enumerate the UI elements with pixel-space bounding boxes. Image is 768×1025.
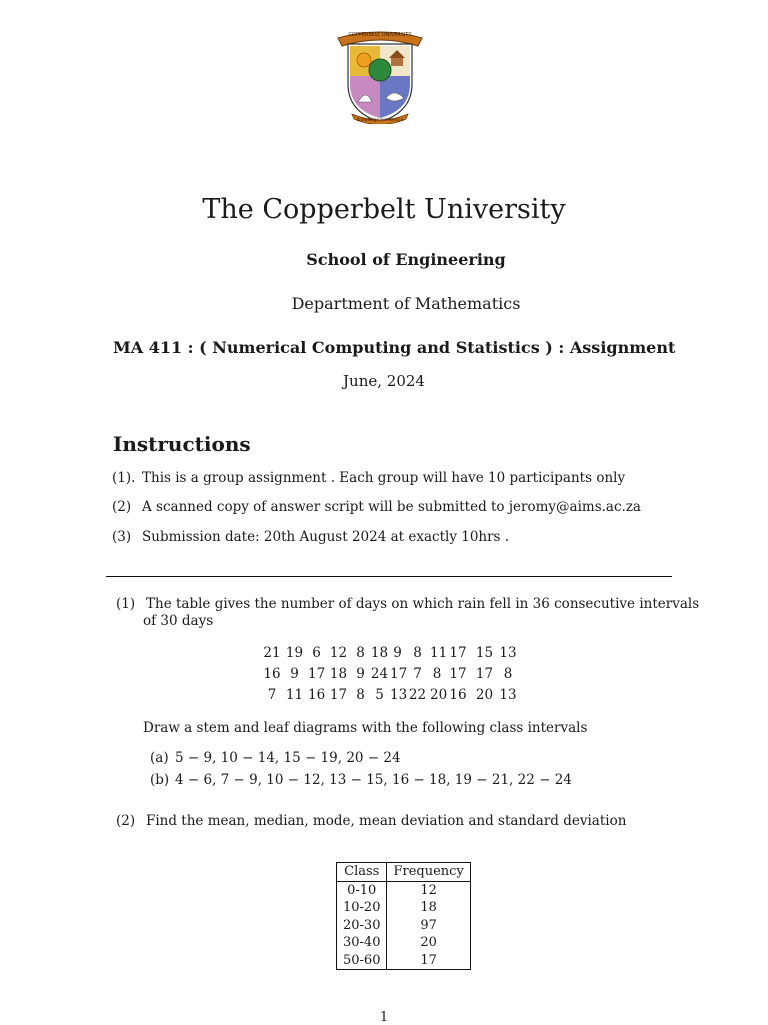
data-value: 16 [263, 666, 281, 682]
department-name: Department of Mathematics [291, 294, 521, 313]
data-value: 13 [390, 687, 408, 703]
question-1-instruction: Draw a stem and leaf diagrams with the following class intervals [143, 720, 588, 736]
data-value: 20 [430, 687, 448, 703]
data-value: 17 [329, 687, 348, 703]
question-1-line-2: of 30 days [143, 613, 214, 629]
data-value: 13 [499, 645, 517, 661]
data-row [263, 687, 519, 703]
table-cell: 12 [387, 881, 470, 899]
data-value: 19 [285, 645, 304, 661]
logo-motto: Knowledge and service [356, 117, 404, 122]
table-header-cell: Frequency [387, 863, 470, 882]
instruction-text: A scanned copy of answer script will be submitted to jeromy@aims.ac.za [142, 499, 641, 515]
school-name: School of Engineering [306, 250, 506, 269]
table-row [337, 917, 471, 935]
table-cell: 97 [387, 917, 470, 935]
data-value: 18 [370, 645, 389, 661]
data-value: 11 [430, 645, 448, 661]
data-value: 17 [390, 666, 408, 682]
sub-part [150, 772, 572, 788]
data-value: 8 [503, 666, 513, 682]
data-value: 16 [449, 687, 467, 703]
question-text: Find the mean, median, mode, mean deviation and standard deviation [146, 813, 627, 829]
data-value: 13 [499, 687, 517, 703]
data-value: 9 [393, 645, 402, 661]
data-value: 17 [475, 666, 494, 682]
table-header-row [337, 863, 471, 882]
table-cell: 17 [387, 952, 470, 970]
university-title: The Copperbelt University [202, 194, 566, 225]
data-value: 7 [413, 666, 422, 682]
sub-part-text: 4 − 6, 7 − 9, 10 − 12, 13 − 15, 16 − 18, 19 − 21, 22 − 24 [175, 772, 572, 788]
data-value: 6 [312, 645, 321, 661]
table-row [337, 881, 471, 899]
question-2 [116, 813, 626, 829]
data-value: 8 [356, 645, 365, 661]
frequency-table [336, 862, 471, 970]
instruction-item [112, 499, 641, 515]
table-cell: 10-20 [337, 899, 387, 917]
instruction-number: (3) [112, 529, 132, 545]
data-value: 9 [290, 666, 299, 682]
instruction-item [112, 529, 509, 545]
question-number: (2) [116, 813, 136, 829]
table-cell: 18 [387, 899, 470, 917]
course-title: MA 411 : ( Numerical Computing and Statistics ) : Assignment [113, 338, 676, 357]
data-value: 17 [449, 666, 467, 682]
sub-part-text: 5 − 9, 10 − 14, 15 − 19, 20 − 24 [175, 750, 401, 766]
data-value: 7 [267, 687, 277, 703]
instruction-text: This is a group assignment . Each group will have 10 participants only [142, 470, 626, 486]
data-value: 12 [329, 645, 348, 661]
data-value: 8 [413, 645, 422, 661]
university-crest-logo [334, 22, 426, 124]
data-value: 17 [308, 666, 326, 682]
table-cell: 20 [387, 934, 470, 952]
page-number: 1 [379, 1010, 389, 1025]
data-value: 18 [329, 666, 348, 682]
instruction-text: Submission date: 20th August 2024 at exactly 10hrs . [142, 529, 510, 545]
instruction-number: (2) [112, 499, 132, 515]
data-value: 15 [475, 645, 494, 661]
data-row [263, 645, 519, 661]
data-value: 20 [475, 687, 494, 703]
data-value: 21 [263, 645, 281, 661]
data-value: 17 [449, 645, 467, 661]
data-value: 8 [432, 666, 442, 682]
data-value: 24 [370, 666, 389, 682]
table-cell: 30-40 [337, 934, 387, 952]
table-cell: 20-30 [337, 917, 387, 935]
logo-text-top: COPPERBELT UNIVERSITY [348, 32, 412, 38]
data-row [263, 666, 519, 682]
data-value: 11 [285, 687, 304, 703]
table-row [337, 899, 471, 917]
table-row [337, 952, 471, 970]
sub-part-label: (a) [150, 750, 169, 766]
data-value: 9 [356, 666, 365, 682]
horizontal-rule [106, 576, 672, 577]
table-cell: 0-10 [337, 881, 387, 899]
table-cell: 50-60 [337, 952, 387, 970]
sub-part [150, 750, 401, 766]
instruction-item [112, 470, 625, 486]
question-1-line-1 [116, 596, 699, 612]
instruction-number: (1). [112, 470, 136, 486]
question-number: (1) [116, 596, 136, 612]
question-text: The table gives the number of days on which rain fell in 36 consecutive intervals [146, 596, 700, 612]
data-value: 5 [375, 687, 384, 703]
data-value: 8 [356, 687, 365, 703]
sub-part-label: (b) [150, 772, 170, 788]
table-row [337, 934, 471, 952]
table-header-cell: Class [337, 863, 387, 882]
data-value: 16 [308, 687, 326, 703]
document-date: June, 2024 [343, 372, 425, 390]
data-value: 22 [408, 687, 427, 703]
instructions-heading: Instructions [113, 432, 251, 456]
